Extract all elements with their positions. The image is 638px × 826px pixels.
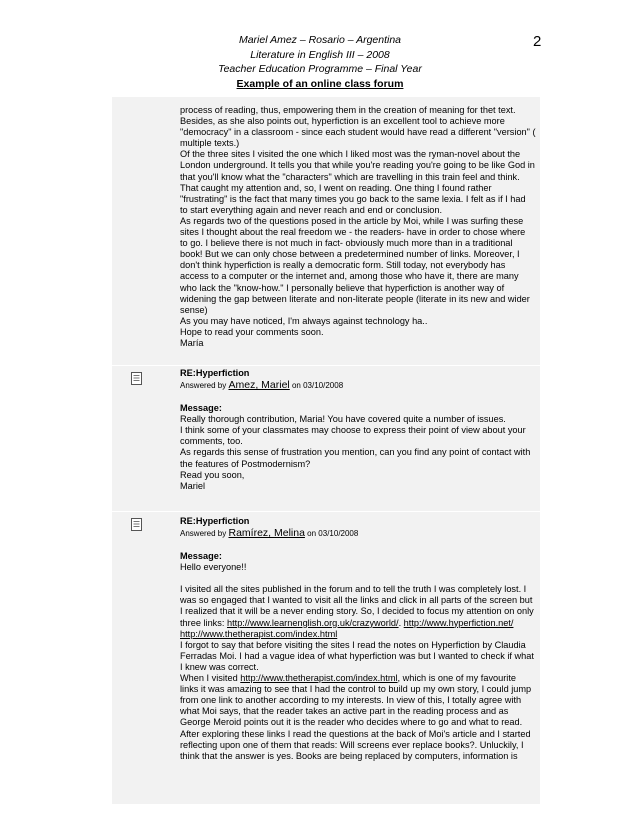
- links-separator: .: [398, 617, 404, 628]
- message-label: Message:: [180, 403, 222, 414]
- hyperfiction-link[interactable]: http://www.hyperfiction.net/: [403, 617, 514, 628]
- post-line: Of the three sites I visited the one which I liked most was the ryman-novel about the: [180, 149, 521, 160]
- post-line: As regards two of the questions posed in the article by Moi, while I was surfing these: [180, 215, 524, 226]
- post-line: access to a computer or the internet and, among those who have it, there are many: [180, 271, 519, 282]
- post-line: don't think hyperfiction is really a democratic form. Still today, not everybody has: [180, 260, 506, 271]
- when-suffix: , which is one of my favourite: [397, 673, 517, 684]
- post-document-icon: [130, 518, 143, 531]
- reply-subject: RE:Hyperfiction: [180, 516, 250, 526]
- reply-subject: RE:Hyperfiction: [180, 368, 250, 378]
- answered-by-label: Answered by: [180, 529, 227, 539]
- post-line-with-links: [180, 618, 544, 629]
- post-line: from one link to another according to my interests. In view of this, I totally agree with: [180, 695, 522, 706]
- header-programme-line: Teacher Education Programme – Final Year: [218, 63, 422, 75]
- post-line: sites I thought about the real freedom we - the readers- have in order to chose where: [180, 227, 526, 238]
- learnenglish-link[interactable]: http://www.learnenglish.org.uk/crazyworld/: [226, 617, 399, 628]
- post-line: I knew was correct.: [180, 661, 259, 672]
- post-line-with-link: [180, 629, 544, 640]
- post-line: Ferradas Moi. I had a vague idea of what hyperfiction was but I wanted to check if what: [180, 650, 534, 661]
- page-number: 2: [533, 33, 542, 50]
- post-line: I visited all the sites published in the forum and to tell the truth I was completely lost. I: [180, 584, 527, 595]
- post-line: "frustrating" is the fact that many times you go back to the same lexia. I felt as if I had: [180, 193, 526, 204]
- post-line-with-link: [180, 673, 544, 684]
- post-line: María: [180, 337, 204, 348]
- post-line: that you'll know what the "characters" which are travelling in this train feel and think.: [180, 171, 520, 182]
- links-prefix: three links:: [180, 617, 227, 628]
- forum-reply: [180, 368, 544, 492]
- post-line: comments, too.: [180, 436, 243, 447]
- post-line: As regards this sense of frustration you mention, can you find any point of contact with: [180, 447, 531, 458]
- post-line: As you may have noticed, I'm always against technology ha..: [180, 315, 428, 326]
- author-link[interactable]: Ramírez, Melina: [228, 527, 305, 540]
- thetherapist-link[interactable]: http://www.thetherapist.com/index.html: [180, 628, 338, 639]
- header-course-line: Literature in English III – 2008: [250, 48, 390, 61]
- message-label: Message:: [180, 551, 222, 562]
- post-date: on 03/10/2008: [291, 381, 344, 391]
- post-date: on 03/10/2008: [307, 529, 359, 539]
- post-line: I realized that it will be a never ending story. So, I decided to focus my attention on only: [180, 606, 534, 617]
- thetherapist-link[interactable]: http://www.thetherapist.com/index.html: [240, 673, 398, 684]
- post-line: who lack the "know-how." I personally believe that hyperfiction is another way of: [180, 282, 505, 293]
- post-line: multiple texts.): [180, 138, 240, 149]
- post-greeting: Hello everyone!!: [180, 562, 247, 573]
- post-line: George Meroid points out it is the reader who decides where to go and what to read.: [180, 717, 523, 728]
- post-line: what Moi says, that the reader takes an active part in the reading process and as: [180, 706, 509, 717]
- post-line: I forgot to say that before visiting the sites I read the notes on Hyperfiction by Claudia: [180, 639, 526, 650]
- reply-meta: [180, 378, 544, 392]
- post-line: think that the answer is yes. Books are being replaced by computers, information is: [180, 750, 518, 761]
- author-link[interactable]: Amez, Mariel: [228, 379, 290, 392]
- post-line: process of reading, thus, empowering them in the creation of meaning for thet text.: [180, 105, 516, 115]
- post-line: was so engaged that I wanted to visit all the links and click in all parts of the screen but: [180, 595, 533, 606]
- post-line: Mariel: [180, 480, 206, 491]
- post-line: the features of Postmodernism?: [180, 458, 311, 469]
- post-line: to start everything again and never reach and end or conclusion.: [180, 204, 443, 215]
- post-line: London underground. It tells you that while you're reading you're going to be like God in: [180, 160, 535, 171]
- post-line: reflecting upon one of them that reads: Will screens ever replace books?. Unluckily, I: [180, 739, 524, 750]
- post-line: widening the gap between literate and non-literate people (literate in its new and wider: [180, 293, 530, 304]
- post-line: links it was amazing to see that I had the control to build up my own story, I could jump: [180, 684, 532, 695]
- post-line: "democracy" in a classroom - since each student would have read a different "version" (: [180, 127, 536, 138]
- post-line: After exploring these links I read the questions at the back of Moi's article and I started: [180, 728, 531, 739]
- post-line: Hope to read your comments soon.: [180, 326, 324, 337]
- post-document-icon: [130, 372, 143, 385]
- post-line: Besides, as she also points out, hyperfiction is an excellent tool to achieve more: [180, 116, 505, 127]
- post-line: That caught my attention and, so, I went on reading. One thing I found rather: [180, 182, 492, 193]
- document-header: [170, 33, 470, 91]
- post-line: book! But we can only chose between a predetermined number of links. Moreover, I: [180, 249, 520, 260]
- post-line: Really thorough contribution, Maria! You have covered quite a number of issues.: [180, 414, 506, 425]
- post-line: sense): [180, 304, 208, 315]
- when-prefix: When I visited: [180, 673, 241, 684]
- post-line: I think some of your classmates may choose to express their point of view about your: [180, 425, 526, 436]
- header-author-line: Mariel Amez – Rosario – Argentina: [238, 34, 402, 46]
- reply-meta: [180, 526, 544, 540]
- document-title: Example of an online class forum: [236, 77, 404, 90]
- forum-post-body: [180, 105, 544, 349]
- post-line: Read you soon,: [180, 469, 245, 480]
- forum-reply: [180, 516, 544, 804]
- answered-by-label: Answered by: [180, 381, 227, 391]
- post-line: to go. I believe there is not much in fact- obviously much more than in a traditional: [180, 238, 513, 249]
